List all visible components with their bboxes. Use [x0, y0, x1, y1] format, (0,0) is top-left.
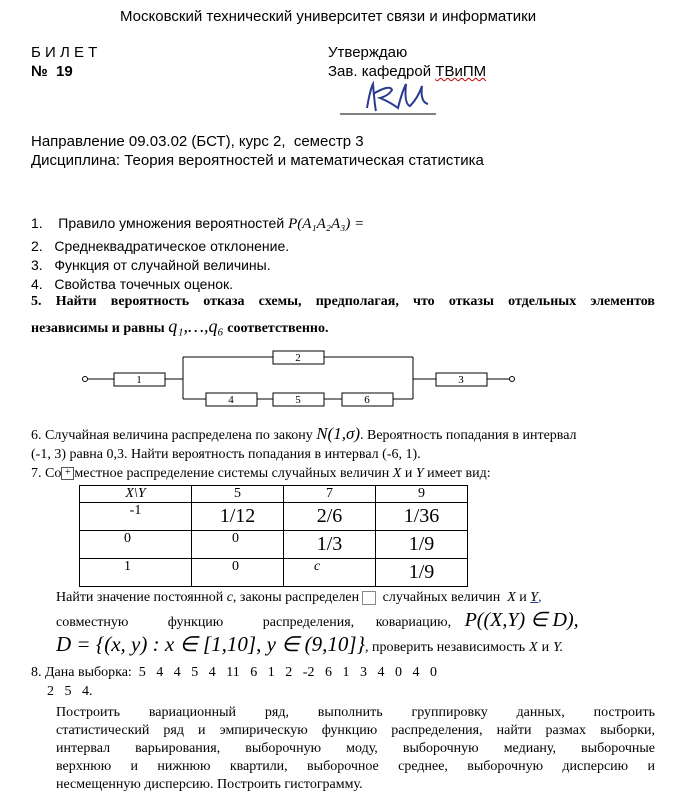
question-8-task-line: Построить вариационный ряд, выполнить группировку данных, построить	[56, 705, 655, 720]
probability-formula: P((X,Y) ∈ D),	[464, 609, 579, 631]
question-8-task-line: интервал варьирования, выборочную моду, выборочную медиану, выборочные	[56, 741, 655, 756]
question-7-task1: Найти значение постоянной c, законы распределен случайных величин X и Y,	[56, 590, 542, 605]
question-7-header: 7. Со + местное распределение системы случайных величин X и Y имеет вид:	[31, 466, 491, 481]
ticket-number: № 19	[31, 63, 73, 80]
department-name: ТВиПМ	[435, 63, 487, 80]
table-cell: c	[284, 559, 376, 587]
normal-distribution: N(1,σ)	[316, 424, 360, 443]
row-label: -1	[80, 503, 192, 531]
hidden-char-box	[362, 591, 376, 605]
col-header: 9	[376, 486, 468, 503]
table-cell: 1/9	[376, 559, 468, 587]
table-cell: 0	[192, 531, 284, 559]
element-6-label: 6	[364, 394, 370, 406]
question-7-task2: совместную функцию распределения, ковариацию, P((X,Y) ∈ D),	[56, 609, 579, 631]
q-formula: q₁,…,q₆	[168, 316, 224, 336]
row-label: 1	[80, 559, 192, 587]
table-cell: 1/36	[376, 503, 468, 531]
head-of-department: Зав. кафедрой ТВиПМ	[328, 63, 487, 80]
question-3: 3. Функция от случайной величины.	[31, 257, 271, 273]
element-3-label: 3	[458, 374, 464, 386]
table-cell: 1/3	[284, 531, 376, 559]
question-8-task-last: несмещенную дисперсию. Построить гистограмму.	[56, 777, 363, 792]
element-4-label: 4	[228, 394, 234, 406]
circuit-schematic	[80, 348, 520, 410]
table-cell: 1/9	[376, 531, 468, 559]
table-cell: 2/6	[284, 503, 376, 531]
question-5-line2: независимы и равны q₁,…,q₆ соответственно.	[31, 316, 329, 336]
row-label: 0	[80, 531, 192, 559]
question-6-line2: (-1, 3) равна 0,3. Найти вероятность попадания в интервал (-6, 1).	[31, 447, 421, 462]
move-handle-icon[interactable]: +	[61, 467, 74, 480]
signature	[340, 78, 480, 118]
question-8-sample-cont: 2 5 4.	[47, 684, 93, 699]
domain-formula: D = {(x, y) : x ∈ [1,10], y ∈ (9,10]}	[56, 632, 365, 656]
multiplication-formula: P(A₁A₂A₃) =	[288, 216, 365, 232]
question-8-task-line: верхнюю и нижнюю квартили, выборочное среднее, выборочную дисперсию и	[56, 759, 655, 774]
table-cell: 1/12	[192, 503, 284, 531]
question-8-sample: 8. Дана выборка: 5 4 4 5 4 11 6 1 2 -2 6 1 3 4 0 4 0	[31, 665, 437, 680]
ticket-label: Б И Л Е Т	[31, 44, 98, 61]
question-2: 2. Среднеквадратическое отклонение.	[31, 238, 290, 254]
table-cell: 0	[192, 559, 284, 587]
question-6-line1: 6. Случайная величина распределена по закону N(1,σ). Вероятность попадания в интервал	[31, 424, 577, 443]
joint-distribution-table	[79, 485, 468, 587]
element-1-label: 1	[136, 374, 142, 386]
element-2-label: 2	[295, 352, 301, 364]
university-name: Московский технический университет связи и информатики	[120, 8, 537, 25]
approve-label: Утверждаю	[328, 44, 408, 61]
question-4: 4. Свойства точечных оценок.	[31, 276, 234, 292]
direction: Направление 09.03.02 (БСТ), курс 2, семестр 3	[31, 133, 364, 150]
col-header: 7	[284, 486, 376, 503]
question-8-task-line: статистический ряд и эмпирическую функцию распределения, найти размах выборки,	[56, 723, 655, 738]
element-5-label: 5	[295, 394, 301, 406]
question-1: 1. Правило умножения вероятностей P(A₁A₂A₃) =	[31, 215, 365, 232]
question-5-line1: 5. Найти вероятность отказа схемы, предполагая, что отказы отдельных элементов	[31, 294, 655, 309]
discipline: Дисциплина: Теория вероятностей и математическая статистика	[31, 152, 484, 169]
table-corner: X\Y	[80, 486, 192, 503]
col-header: 5	[192, 486, 284, 503]
question-7-task3: D = {(x, y) : x ∈ [1,10], y ∈ (9,10]}, проверить независимость X и Y.	[56, 632, 564, 656]
